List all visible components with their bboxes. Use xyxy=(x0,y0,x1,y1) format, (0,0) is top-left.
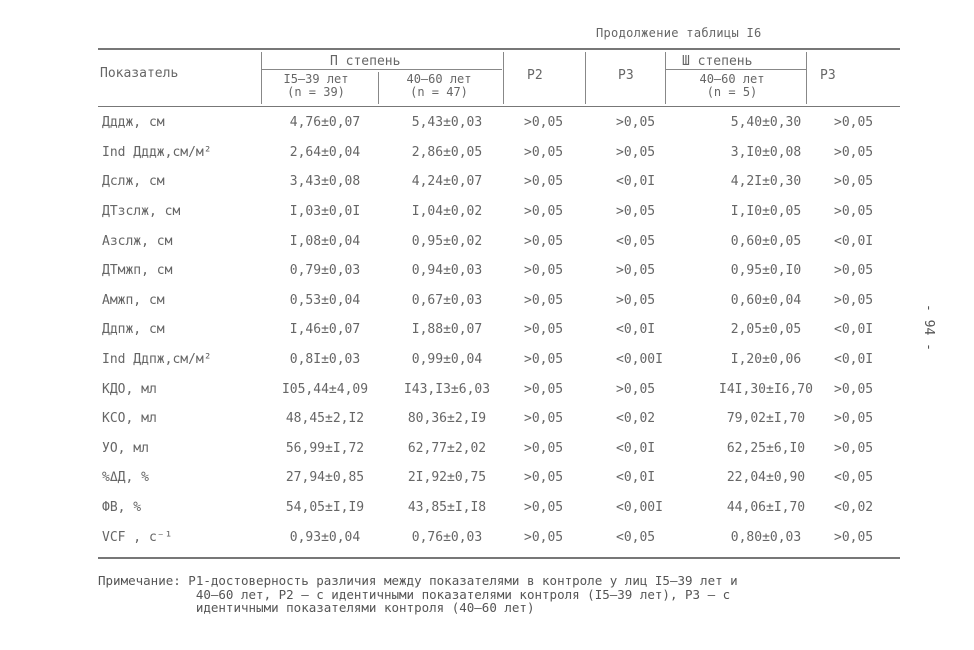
p2-cell: >0,05 xyxy=(524,115,564,131)
table-row xyxy=(98,286,900,316)
value-40-60-cell: 5,43±0,03 xyxy=(411,115,483,131)
table-header-rule xyxy=(98,106,900,107)
header-col-40-60-n: (n = 47) xyxy=(410,85,468,99)
value-15-39-cell: 4,76±0,07 xyxy=(289,115,361,131)
table-bottom-rule xyxy=(98,557,900,559)
value-15-39-cell: 48,45±2,I2 xyxy=(285,411,365,427)
indicator-cell: УО, мл xyxy=(102,440,149,456)
table-row xyxy=(98,197,900,227)
value3-40-60-cell: I4I,30±I6,70 xyxy=(719,381,813,397)
p3-cell: >0,05 xyxy=(616,204,656,220)
value-15-39-cell: 0,8I±0,03 xyxy=(289,352,361,368)
p3b-cell: >0,05 xyxy=(834,292,874,308)
value-15-39-cell: 27,94±0,85 xyxy=(285,470,365,486)
p2-cell: >0,05 xyxy=(524,440,564,456)
value-40-60-cell: I,88±0,07 xyxy=(411,322,483,338)
header-col-40-60-age: 40–60 лет xyxy=(406,72,472,86)
value3-40-60-cell: 44,06±I,70 xyxy=(726,500,806,516)
value-15-39-cell: 0,53±0,04 xyxy=(289,292,361,308)
header-col3-40-60-n: (n = 5) xyxy=(706,85,758,99)
value-15-39-cell: 3,43±0,08 xyxy=(289,174,361,190)
table-row xyxy=(98,108,900,138)
value3-40-60-cell: 0,60±0,04 xyxy=(730,292,802,308)
p3-cell: <0,05 xyxy=(616,233,656,249)
header-group-3-rule xyxy=(666,69,806,70)
indicator-cell: КДО, мл xyxy=(102,381,157,397)
p3b-cell: >0,05 xyxy=(834,144,874,160)
value-40-60-cell: 80,36±2,I9 xyxy=(407,411,487,427)
header-group-3: Ш степень xyxy=(682,54,753,69)
value-40-60-cell: 2I,92±0,75 xyxy=(407,470,487,486)
header-col3-40-60-age: 40–60 лет xyxy=(699,72,765,86)
table-top-rule xyxy=(98,48,900,50)
header-divider xyxy=(378,72,379,104)
p2-cell: >0,05 xyxy=(524,529,564,545)
value-15-39-cell: I05,44±4,09 xyxy=(281,381,369,397)
p3b-cell: <0,05 xyxy=(834,470,874,486)
table-row xyxy=(98,463,900,493)
indicator-cell: ДТмжп, см xyxy=(102,263,173,279)
value-15-39-cell: 0,93±0,04 xyxy=(289,529,361,545)
table-row xyxy=(98,167,900,197)
header-divider xyxy=(665,52,666,104)
value3-40-60-cell: 79,02±I,70 xyxy=(726,411,806,427)
p2-cell: >0,05 xyxy=(524,263,564,279)
header-p2: P2 xyxy=(527,68,543,83)
p3b-cell: >0,05 xyxy=(834,411,874,427)
p3-cell: <0,02 xyxy=(616,411,656,427)
indicator-cell: Дслж, см xyxy=(102,174,165,190)
p3b-cell: >0,05 xyxy=(834,204,874,220)
indicator-cell: Дддж, см xyxy=(102,115,165,131)
value-40-60-cell: 0,67±0,03 xyxy=(411,292,483,308)
p3-cell: <0,0I xyxy=(616,470,656,486)
indicator-cell: %ΔД, % xyxy=(102,470,149,486)
header-divider xyxy=(503,52,504,104)
header-divider xyxy=(806,52,807,104)
page-number: - 94 - xyxy=(920,304,936,351)
header-col3-40-60 xyxy=(676,73,788,99)
value-40-60-cell: 0,94±0,03 xyxy=(411,263,483,279)
table-row xyxy=(98,522,900,552)
p2-cell: >0,05 xyxy=(524,352,564,368)
p3b-cell: <0,0I xyxy=(834,322,874,338)
indicator-cell: VCF , с⁻¹ xyxy=(102,529,173,545)
p3b-cell: <0,02 xyxy=(834,500,874,516)
value-40-60-cell: I43,I3±6,03 xyxy=(403,381,491,397)
p3b-cell: >0,05 xyxy=(834,174,874,190)
header-divider xyxy=(261,52,262,104)
value3-40-60-cell: 62,25±6,I0 xyxy=(726,440,806,456)
value-15-39-cell: 0,79±0,03 xyxy=(289,263,361,279)
header-col-15-39 xyxy=(266,73,366,99)
indicator-cell: Ддпж, см xyxy=(102,322,165,338)
p3-cell: >0,05 xyxy=(616,115,656,131)
table-row xyxy=(98,138,900,168)
header-indicator: Показатель xyxy=(100,66,179,81)
table-row xyxy=(98,315,900,345)
table-row xyxy=(98,256,900,286)
p3b-cell: >0,05 xyxy=(834,263,874,279)
p2-cell: >0,05 xyxy=(524,204,564,220)
p3b-cell: >0,05 xyxy=(834,440,874,456)
value-40-60-cell: 0,95±0,02 xyxy=(411,233,483,249)
table-caption: Продолжение таблицы I6 xyxy=(596,26,762,40)
p3-cell: >0,05 xyxy=(616,381,656,397)
note-line: Примечание: P1-достоверность различия между показателями в контроле у лиц I5–39 лет и xyxy=(98,573,738,588)
value3-40-60-cell: I,I0±0,05 xyxy=(730,204,802,220)
table-row xyxy=(98,345,900,375)
p3-cell: <0,05 xyxy=(616,529,656,545)
p3-cell: <0,00I xyxy=(616,500,663,516)
p2-cell: >0,05 xyxy=(524,144,564,160)
value-40-60-cell: 2,86±0,05 xyxy=(411,144,483,160)
p2-cell: >0,05 xyxy=(524,322,564,338)
value3-40-60-cell: I,20±0,06 xyxy=(730,352,802,368)
value-40-60-cell: 4,24±0,07 xyxy=(411,174,483,190)
p3-cell: <0,0I xyxy=(616,322,656,338)
p3-cell: <0,0I xyxy=(616,440,656,456)
table-row xyxy=(98,434,900,464)
data-table xyxy=(98,108,900,552)
value-40-60-cell: 43,85±I,I8 xyxy=(407,500,487,516)
value-40-60-cell: I,04±0,02 xyxy=(411,204,483,220)
header-p3: P3 xyxy=(618,68,634,83)
table-row xyxy=(98,404,900,434)
value3-40-60-cell: 22,04±0,90 xyxy=(726,470,806,486)
header-col-40-60 xyxy=(384,73,494,99)
p2-cell: >0,05 xyxy=(524,292,564,308)
table-row xyxy=(98,226,900,256)
value3-40-60-cell: 0,60±0,05 xyxy=(730,233,802,249)
p3b-cell: >0,05 xyxy=(834,381,874,397)
value3-40-60-cell: 2,05±0,05 xyxy=(730,322,802,338)
value3-40-60-cell: 5,40±0,30 xyxy=(730,115,802,131)
value-15-39-cell: I,08±0,04 xyxy=(289,233,361,249)
value-40-60-cell: 62,77±2,02 xyxy=(407,440,487,456)
p2-cell: >0,05 xyxy=(524,174,564,190)
value-40-60-cell: 0,99±0,04 xyxy=(411,352,483,368)
value-15-39-cell: I,03±0,0I xyxy=(289,204,361,220)
value-15-39-cell: 2,64±0,04 xyxy=(289,144,361,160)
p2-cell: >0,05 xyxy=(524,470,564,486)
table-row xyxy=(98,374,900,404)
indicator-cell: ФВ, % xyxy=(102,500,142,516)
p3b-cell: <0,0I xyxy=(834,352,874,368)
note-line: идентичными показателями контроля (40–60 лет) xyxy=(98,600,535,615)
value3-40-60-cell: 0,80±0,03 xyxy=(730,529,802,545)
p3-cell: >0,05 xyxy=(616,144,656,160)
header-col-15-39-age: I5–39 лет xyxy=(283,72,349,86)
p3-cell: >0,05 xyxy=(616,263,656,279)
indicator-cell: ДТзслж, см xyxy=(102,204,181,220)
indicator-cell: Азслж, см xyxy=(102,233,173,249)
p3-cell: <0,00I xyxy=(616,352,663,368)
value-40-60-cell: 0,76±0,03 xyxy=(411,529,483,545)
header-p3b: P3 xyxy=(820,68,836,83)
p2-cell: >0,05 xyxy=(524,233,564,249)
table-row xyxy=(98,493,900,523)
value3-40-60-cell: 0,95±0,I0 xyxy=(730,263,802,279)
p3-cell: >0,05 xyxy=(616,292,656,308)
p2-cell: >0,05 xyxy=(524,500,564,516)
p3b-cell: >0,05 xyxy=(834,115,874,131)
p3-cell: <0,0I xyxy=(616,174,656,190)
table-note xyxy=(98,574,898,615)
p3b-cell: >0,05 xyxy=(834,529,874,545)
value-15-39-cell: 54,05±I,I9 xyxy=(285,500,365,516)
p3b-cell: <0,0I xyxy=(834,233,874,249)
header-divider xyxy=(585,52,586,104)
indicator-cell: Ind Ддпж,см/м² xyxy=(102,352,212,368)
header-group-2: П степень xyxy=(330,54,401,69)
indicator-cell: КСО, мл xyxy=(102,411,157,427)
header-group-2-rule xyxy=(262,69,502,70)
p2-cell: >0,05 xyxy=(524,381,564,397)
value3-40-60-cell: 4,2I±0,30 xyxy=(730,174,802,190)
indicator-cell: Ind Дддж,см/м² xyxy=(102,144,212,160)
value-15-39-cell: I,46±0,07 xyxy=(289,322,361,338)
header-col-15-39-n: (n = 39) xyxy=(287,85,345,99)
note-line: 40–60 лет, P2 – с идентичными показателями контроля (I5–39 лет), P3 – с xyxy=(98,586,731,602)
value-15-39-cell: 56,99±I,72 xyxy=(285,440,365,456)
indicator-cell: Амжп, см xyxy=(102,292,165,308)
value3-40-60-cell: 3,I0±0,08 xyxy=(730,144,802,160)
p2-cell: >0,05 xyxy=(524,411,564,427)
